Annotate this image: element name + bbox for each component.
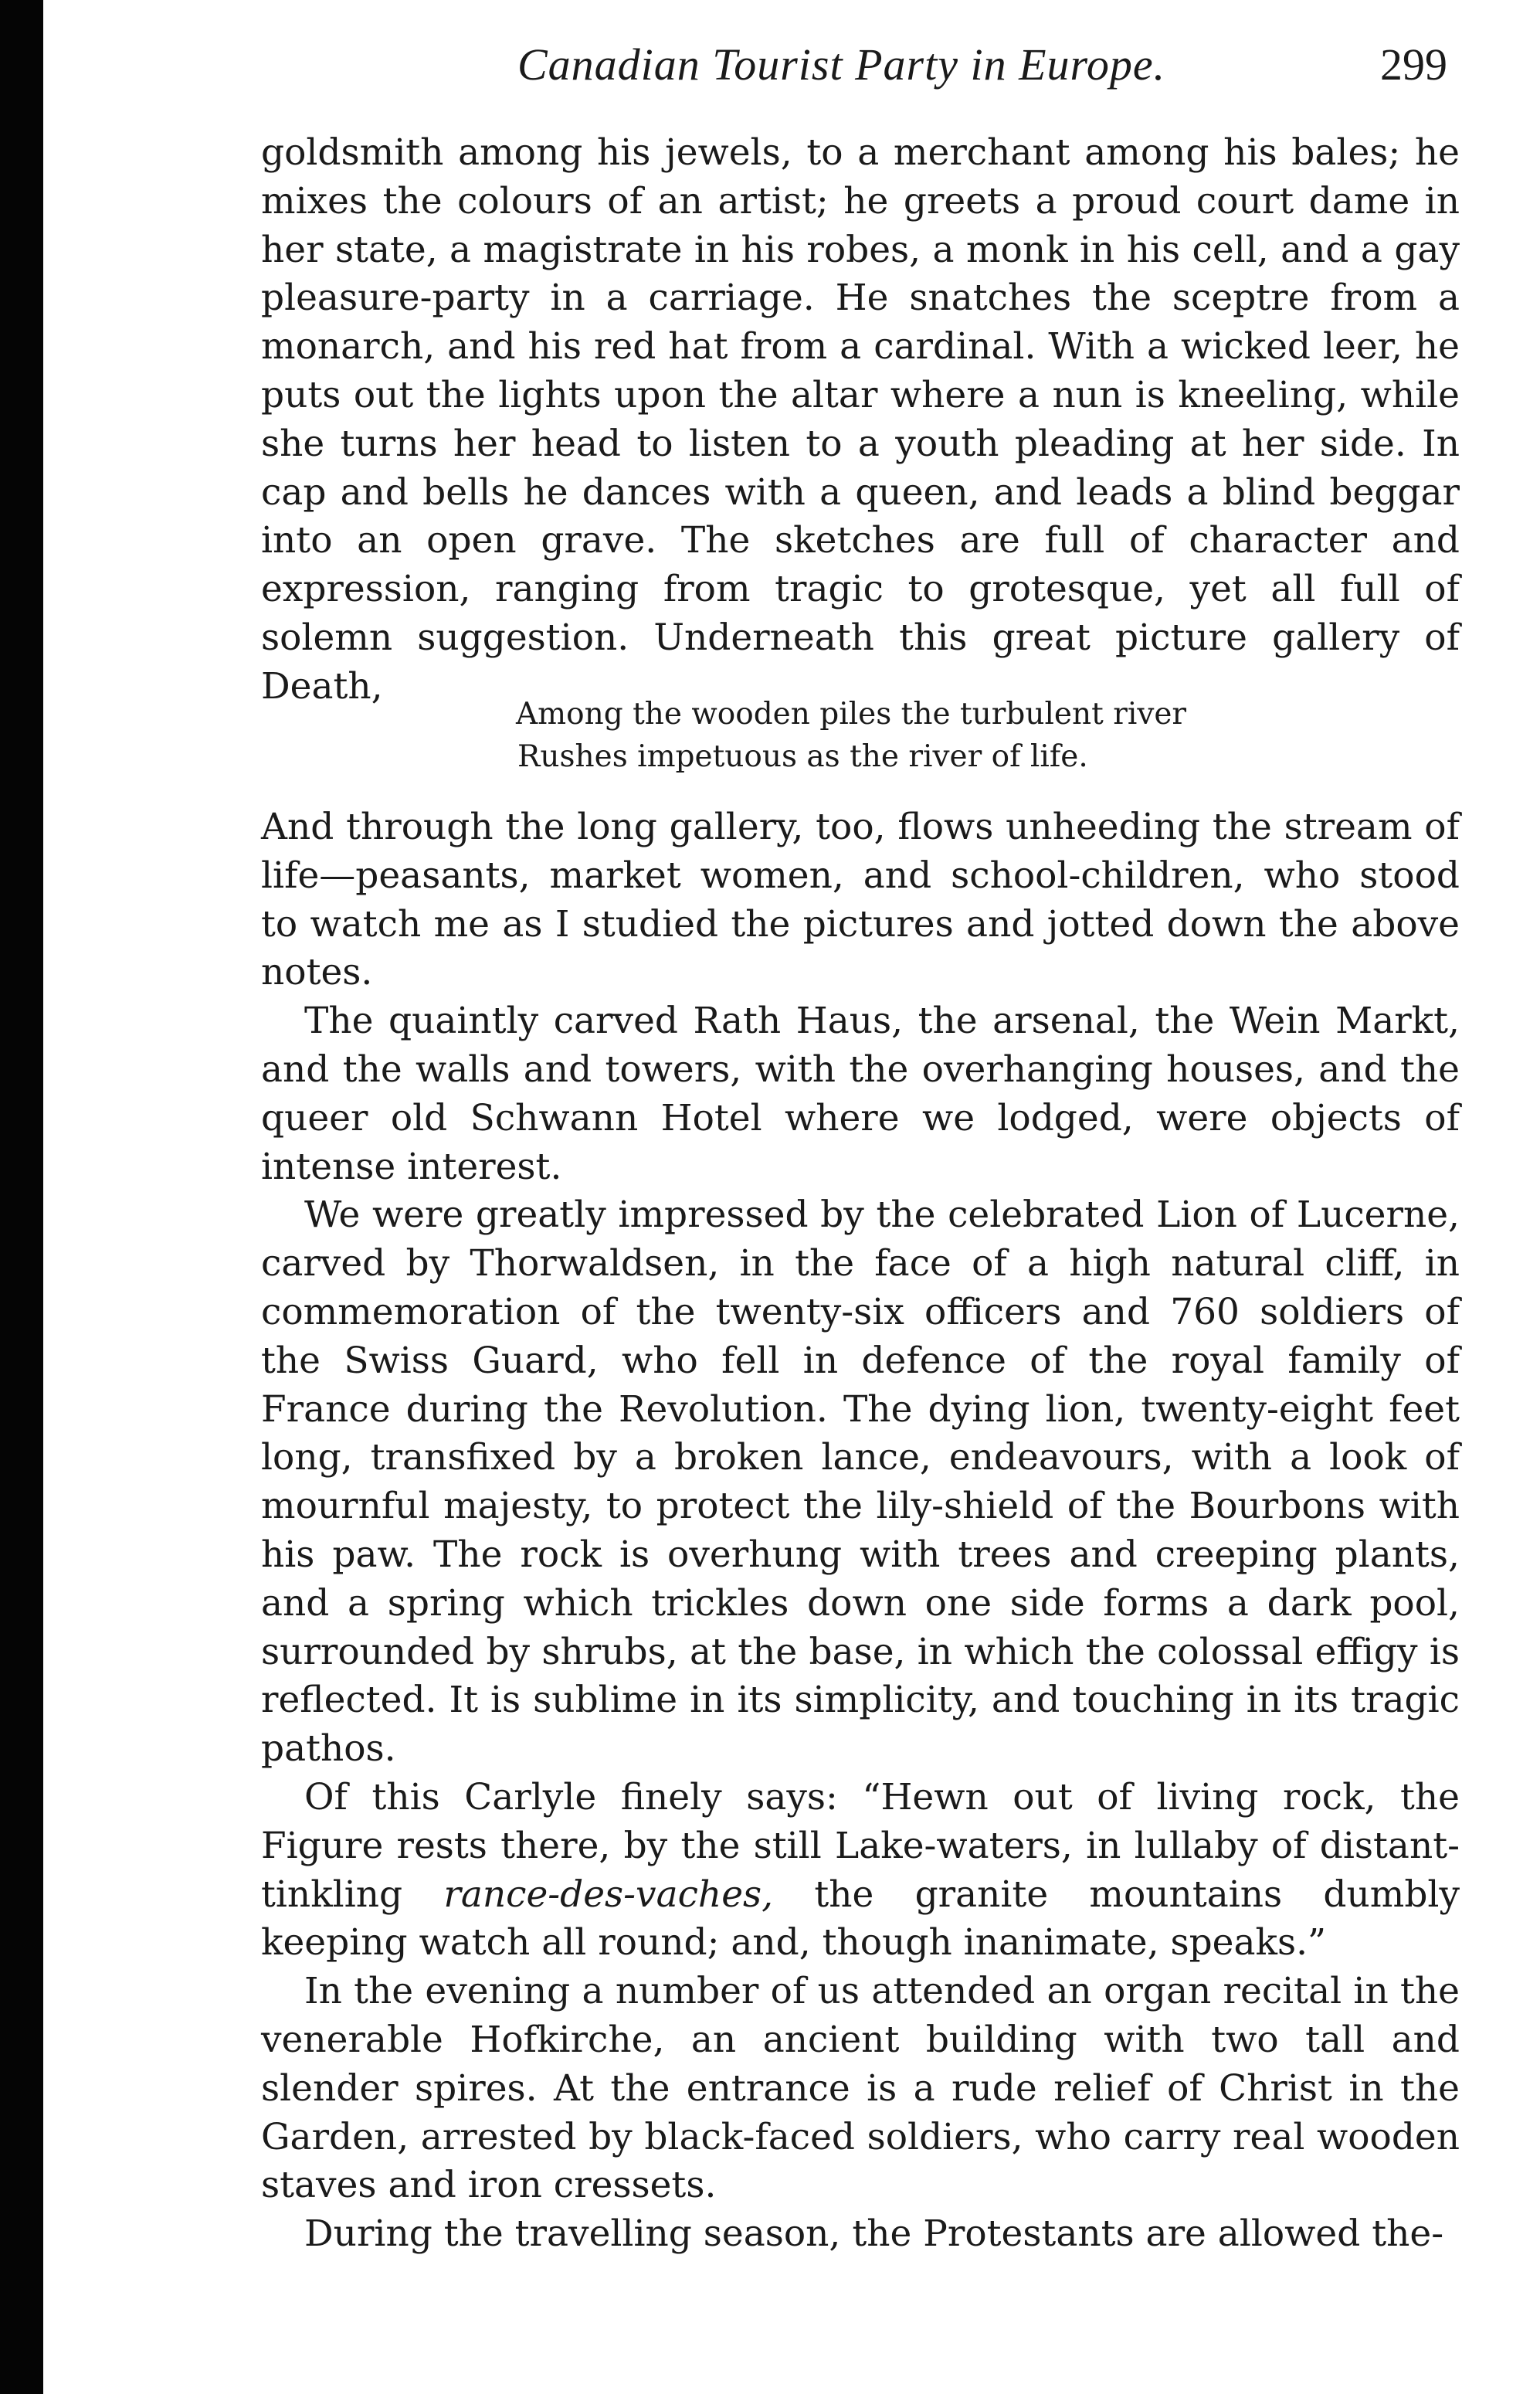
verse-line-2: Rushes impetuous as the river of life. [517,739,1088,774]
paragraph-2: And through the long gallery, too, flows unheeding the stream of life—peasants, market women, and school-children, who stood to watch me as I studied the pictures and jotted down the above notes. [261,806,1460,994]
running-header [263,39,1447,100]
verse-quote [516,693,1288,778]
paragraph-3: The quaintly carved Rath Haus, the arsenal, the Wein Markt, and the walls and towers, with the overhanging houses, and the queer old Schwann Hotel where we lodged, were objects of intense interest. [261,1000,1460,1188]
verse-line-1: Among the wooden piles the turbulent river [516,697,1187,732]
paragraph-5 [261,1774,1460,1968]
text-block-upper [261,129,1460,711]
paragraph-6: In the evening a number of us attended an organ recital in the venerable Hofkirche, an ancient building with two tall and slender spires. At the entrance is a rude relief of Christ in the Garden, arrested by black-faced soldiers, who carry real wooden staves and iron cressets. [261,1970,1460,2207]
text-block-lower [261,803,1460,2259]
paragraph-1: goldsmith among his jewels, to a merchant among his bales; he mixes the colours of an artist; he greets a proud court dame in her state, a magistrate in his robes, a monk in his cell, and a gay pleasure-party in a carriage. He snatches the sceptre from a monarch, and his red hat from a cardinal. With a wicked leer, he puts out the lights upon the altar where a nun is kneeling, while she turns her head to listen to a youth pleading at her side. In cap and bells he dances with a queen, and leads a blind beggar into an open grave. The sketches are full of character and expression, ranging from tragic to grotesque, yet all full of solemn suggestion. Underneath this great picture gallery of Death, [261,131,1460,708]
paragraph-5-text-b: the granite mountains dumbly keeping watch all round; and, though inanimate, speaks.” [261,1873,1460,1964]
paragraph-7: During the travelling season, the Protestants are allowed the- [304,2212,1444,2256]
page-edge-bar [0,0,43,2394]
paragraph-4: We were greatly impressed by the celebrated Lion of Lucerne, carved by Thorwaldsen, in the face of a high natural cliff, in commemoration of the twenty-six officers and 760 soldiers of the Swiss Guard, who fell in defence of the royal family of France during the Revolution. The dying lion, twenty-eight feet long, transfixed by a broken lance, endeavours, with a look of mournful majesty, to protect the lily-shield of the Bourbons with his paw. The rock is overhung with trees and creeping plants, and a spring which trickles down one side forms a dark pool, surrounded by shrubs, at the base, in which the colossal effigy is reflected. It is sublime in its simplicity, and touching in its tragic pathos. [261,1194,1460,1771]
paragraph-5-italic: rance-des-vaches, [443,1873,774,1916]
page-number: 299 [1380,39,1447,90]
paragraph-5-text-a: Of this Carlyle finely says: “Hewn out of living rock, the Figure rests there, by the still Lake-waters, in lullaby of distant-tinkling [261,1775,1460,1916]
running-title: Canadian Tourist Party in Europe. [517,39,1166,90]
